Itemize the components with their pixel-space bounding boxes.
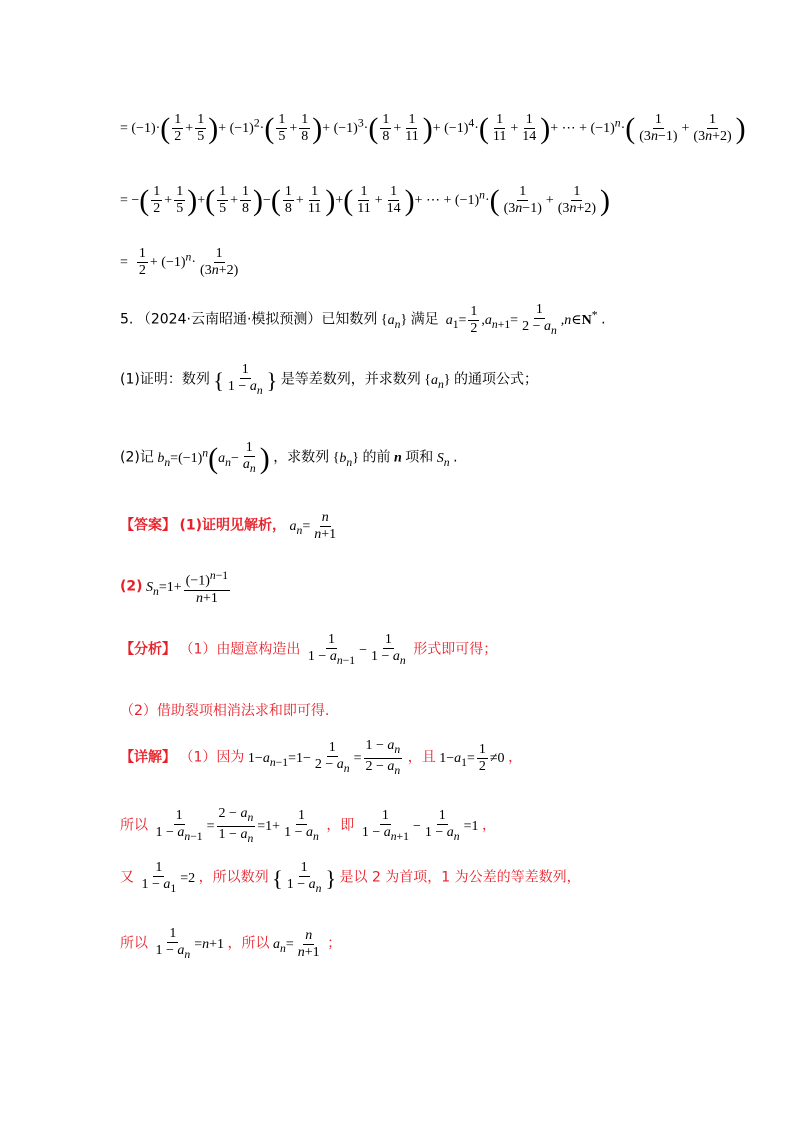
answer-sn: $S_n=1+$ $\frac{(-1)^{n-1}}{n+1}$ [146, 569, 229, 606]
detail-line-4 [120, 926, 341, 963]
answer-an: $a_n=$ $\frac{n}{n+1}$ [289, 510, 337, 542]
equation-line-2-text: = −( $\frac{1}{2}$ + $\frac{1}{5}$ )+( $\frac{1}{5}$ + $\frac{1}{8}$ )−( $\frac{1}{8}$ + $\frac{1}{11}$ )+( $\frac{1}{11}$ + $\frac{1}{14}$ )+ ⋯ + $(-1)^n\cdot$( $\frac{1}{(3n-1)}$ + $\frac{1}{(3n+2)}$ ) [120, 183, 610, 217]
equation-line-2 [120, 184, 610, 217]
problem-condition: $a_1=$ $\frac{1}{2}$ $,a_{n+1}=$ $\frac{1}{2 - a_n}$ ,n∈N* [445, 302, 598, 337]
detail-expr-7: $\frac{1}{1 - a_n}$ =n+1 [155, 926, 225, 961]
detail-expr-4: $\frac{1}{1 - a_{n+1}}$ − $\frac{1}{1 - a_n}$ =1 [361, 807, 479, 843]
detail-expr-2: $1-a_1=$ $\frac{1}{2}$ ≠0 [439, 741, 505, 774]
part-1-end: 的通项公式； [454, 371, 538, 388]
equation-line-3 [120, 246, 242, 279]
detail-expr-3: $\frac{1}{1 - a_{n-1}}$ = $\frac{2 - a_n}{1 - a_n}$ =1+ $\frac{1}{1 - a_n}$ [155, 806, 319, 845]
detail-expr-5: $\frac{1}{1 - a_1}$ =2 [141, 860, 196, 895]
detail-line-1 [120, 738, 522, 779]
part-2 [120, 440, 458, 477]
part-1-label: (1)证明：数列 [120, 371, 210, 388]
part-2-tail1: 的前 [362, 449, 391, 466]
analysis-p1b: 形式即可得； [413, 641, 498, 658]
part-1-mid: 是等差数列，并求数列 [280, 371, 421, 388]
analysis-expr: $\frac{1}{1 - a_{n-1}}$ − $\frac{1}{1 - a_n}$ [307, 632, 406, 667]
detail-l2a: 所以 [120, 817, 148, 834]
problem-5-statement [120, 302, 606, 339]
detail-expr-1: $1-a_{n-1}=1-$ $\frac{1}{2 - a_n}$ = $\frac{1 - a_n}{2 - a_n}$ [247, 738, 401, 777]
detail-l3a: 又 [120, 869, 134, 886]
part-2-seq: $\{b_n\}$ [332, 450, 359, 469]
part-2-Sn: $S_n$ [436, 450, 450, 469]
answer-line-2 [120, 568, 232, 607]
detail-expr-8: $a_n=$ $\frac{n}{n+1}$ [273, 927, 320, 960]
part-2-tail2: 项和 [405, 449, 434, 466]
detail-l4a: 所以 [120, 935, 148, 952]
detail-l4b: ，所以 [227, 935, 270, 952]
detail-l3c: 是以 2 为首项，1 为公差的等差数列， [339, 869, 581, 886]
detail-l4c: ； [327, 935, 342, 952]
part-1 [120, 362, 538, 399]
detail-line-2 [120, 806, 496, 847]
analysis-line-1 [120, 632, 497, 669]
detail-l1b: ，且 [407, 749, 436, 766]
problem-seq: $\{a_n\}$ [380, 312, 408, 331]
answer-p1: (1)证明见解析， [179, 517, 287, 534]
part-2-n: n [393, 450, 402, 466]
part-1-seq: $\{a_n\}$ [424, 372, 451, 391]
equation-line-3-text: = $\frac{1}{2}$ + $(-1)^n\cdot$ $\frac{1}{(3n+2)}$ [120, 246, 239, 278]
problem-satisfies: 满足 [410, 311, 439, 328]
detail-line-3 [120, 860, 581, 897]
analysis-line-2: （2）借助裂项相消法求和即可得. [120, 703, 330, 719]
detail-l2b: ，即 [326, 817, 355, 834]
part-2-mid: ，求数列 [273, 449, 330, 466]
part-2-label: (2)记 [120, 449, 154, 466]
analysis-p1a: （1）由题意构造出 [179, 641, 301, 658]
equation-line-1 [120, 112, 746, 145]
answer-p2-label: (2) [120, 578, 143, 595]
detail-l2c: ， [482, 817, 496, 834]
detail-expr-6: { $\frac{1}{1 - a_n}$ } [272, 860, 336, 895]
detail-tag: 【详解】 [120, 749, 176, 766]
part-2-end: . [453, 449, 458, 466]
problem-source: （2024·云南昭通·模拟预测）已知数列 [136, 311, 378, 328]
equation-line-1-text: = (−1)·( $\frac{1}{2}$ + $\frac{1}{5}$ )+ $(-1)^2\cdot$( $\frac{1}{5}$ + $\frac{1}{8}$ )+ $(-1)^3\cdot$( $\frac{1}{8}$ + $\frac{1}{11}$ )+ $(-1)^4\cdot$( $\frac{1}{11}$ + $\frac{1}{14}$ )+ ⋯ + $(-1)^n\cdot$( $\frac{1}{(3n-1)}$ + $\frac{1}{(3n+2)}$ ) [120, 111, 746, 145]
problem-end: . [601, 311, 606, 328]
analysis-tag: 【分析】 [120, 641, 176, 658]
answer-line-1 [120, 510, 340, 543]
problem-number: 5. [120, 311, 134, 328]
detail-l1c: ， [508, 749, 523, 766]
detail-l3b: ，所以数列 [198, 869, 269, 886]
answer-tag: 【答案】 [120, 517, 176, 534]
part-1-seq-expr: { $\frac{1}{1 - a_n}$ } [213, 362, 278, 397]
detail-l1a: （1）因为 [179, 749, 245, 766]
part-2-bn-def: $b_n=(-1)^n(a_n-$ $\frac{1}{a_n}$ ) [157, 440, 270, 475]
